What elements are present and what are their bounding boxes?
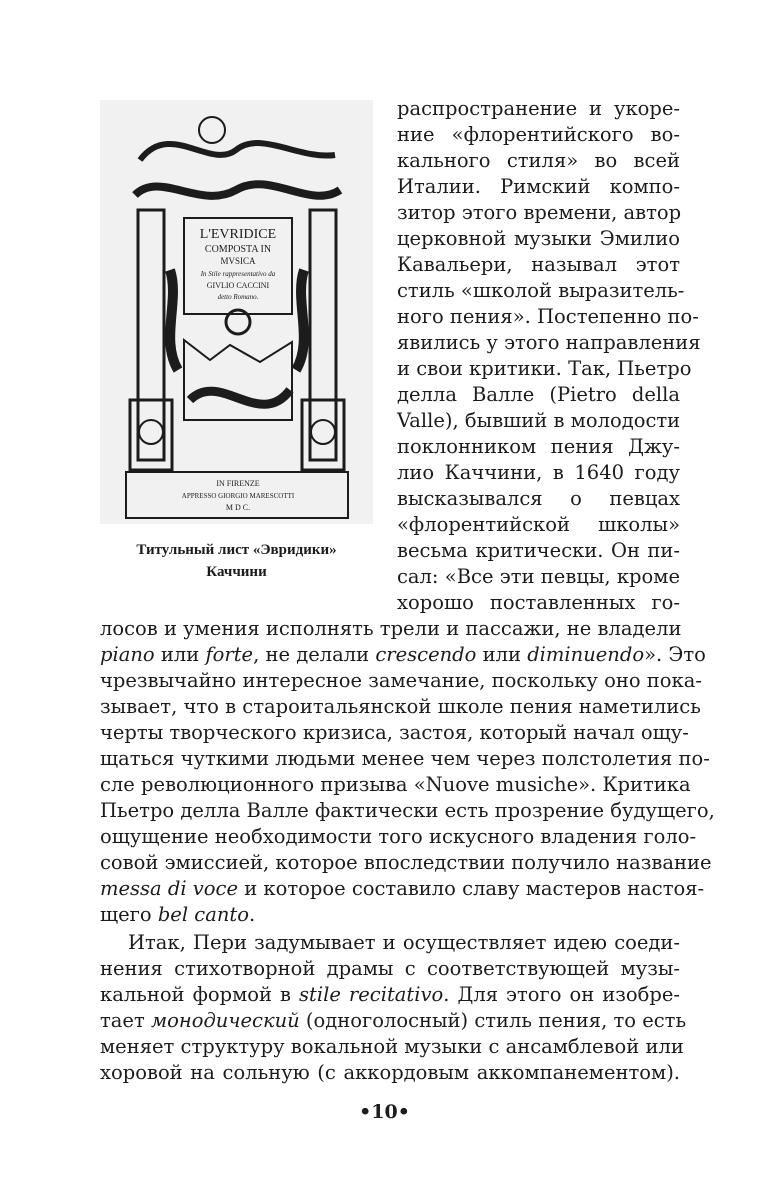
text-line: хоровой на сольную (с аккордовым аккомпанементом).: [100, 1061, 680, 1084]
engraving-line: detto Romano.: [217, 293, 259, 301]
text-line: щего bel canto.: [100, 903, 256, 926]
text-line: сал: «Все эти певцы, кроме: [397, 565, 680, 588]
text-line: делла Валле (Pietro della: [397, 383, 680, 406]
text-line: совой эмиссией, которое впоследствии получило название: [100, 851, 712, 874]
engraving-line: COMPOSTA IN: [204, 244, 272, 255]
text-line: кальной формой в stile recitativo. Для этого он изобре-: [100, 983, 680, 1006]
text-line: и свои критики. Так, Пьетро: [397, 357, 692, 380]
left-column: [138, 210, 164, 460]
text-line: ного пения». Постепенно по-: [397, 305, 699, 328]
text-line: зывает, что в староитальянской школе пения наметились: [100, 695, 701, 718]
text-line: ние «флорентийского во-: [397, 123, 680, 146]
wreath-ornament: [140, 143, 335, 160]
text-line: messa di voce и которое составило славу мастеров настоя-: [100, 877, 705, 900]
text-line: меняет структуру вокальной музыки с ансамблевой или: [100, 1035, 684, 1058]
caption-line: Каччини: [206, 564, 267, 580]
text-line: Valle), бывший в молодости: [397, 409, 681, 432]
text-line: черты творческого кризиса, застоя, который начал ощу-: [100, 721, 689, 744]
engraving-line: GIVLIO CACCINI: [206, 281, 270, 290]
globe-ornament: [199, 117, 225, 143]
text-line: ощущение необходимости того искусного владения голо-: [100, 825, 697, 848]
title-page-engraving: [100, 100, 373, 524]
text-line: стиль «школой выразитель-: [397, 279, 685, 302]
paragraph-first-line: Итак, Пери задумывает и осуществляет идею соеди-: [128, 931, 680, 954]
text-line: сле революционного призыва «Nuove musiche». Критика: [100, 773, 691, 796]
text-line: тает монодический (одноголосный) стиль пения, то есть: [100, 1009, 687, 1032]
text-line: кального стиля» во всей: [397, 149, 680, 172]
text-line: щаться чуткими людьми менее чем через полстолетия по-: [100, 747, 710, 770]
text-line: чрезвычайно интересное замечание, поскольку оно пока-: [100, 669, 702, 692]
engraving-line: In Stile rappresentativo da: [200, 270, 276, 278]
figure-caption: [100, 539, 373, 583]
text-line: зитор этого времени, автор: [397, 201, 682, 224]
right-column: [310, 210, 336, 460]
engraving-line: M D C.: [225, 503, 251, 512]
text-line: поклонником пения Джу-: [397, 435, 680, 458]
engraving-line: MVSICA: [220, 256, 256, 266]
text-line: лосов и умения исполнять трели и пассажи, не владели: [100, 617, 682, 640]
engraving-line: APPRESSO GIORGIO MARESCOTTI: [181, 492, 295, 500]
text-line: хорошо поставленных го-: [397, 591, 680, 614]
text-line: «флорентийской школы»: [397, 513, 680, 536]
text-line: высказывался о певцах: [397, 487, 680, 510]
text-line: piano или forte, не делали crescendo или diminuendo». Это: [100, 643, 706, 666]
text-line: нения стихотворной драмы с соответствующей музы-: [100, 957, 680, 980]
engraving-illustration: [100, 100, 373, 524]
text-line: весьма критически. Он пи-: [397, 539, 680, 562]
text-line: церковной музыки Эмилио: [397, 227, 680, 250]
caption-line: Титульный лист «Эвридики»: [136, 542, 337, 558]
text-line: явились у этого направления: [397, 331, 701, 354]
text-line: распространение и укоре-: [397, 97, 680, 120]
landscape-scene: [184, 340, 292, 420]
text-line: Италии. Римский компо-: [397, 175, 680, 198]
text-line: Пьетро делла Валле фактически есть прозрение будущего,: [100, 799, 715, 822]
text-line: Кавальери, называл этот: [397, 253, 680, 276]
engraving-line: IN FIRENZE: [216, 479, 260, 488]
engraving-title: L'EVRIDICE: [199, 227, 277, 242]
page-number: •10•: [359, 1101, 410, 1123]
text-line: лио Каччини, в 1640 году: [397, 461, 680, 484]
